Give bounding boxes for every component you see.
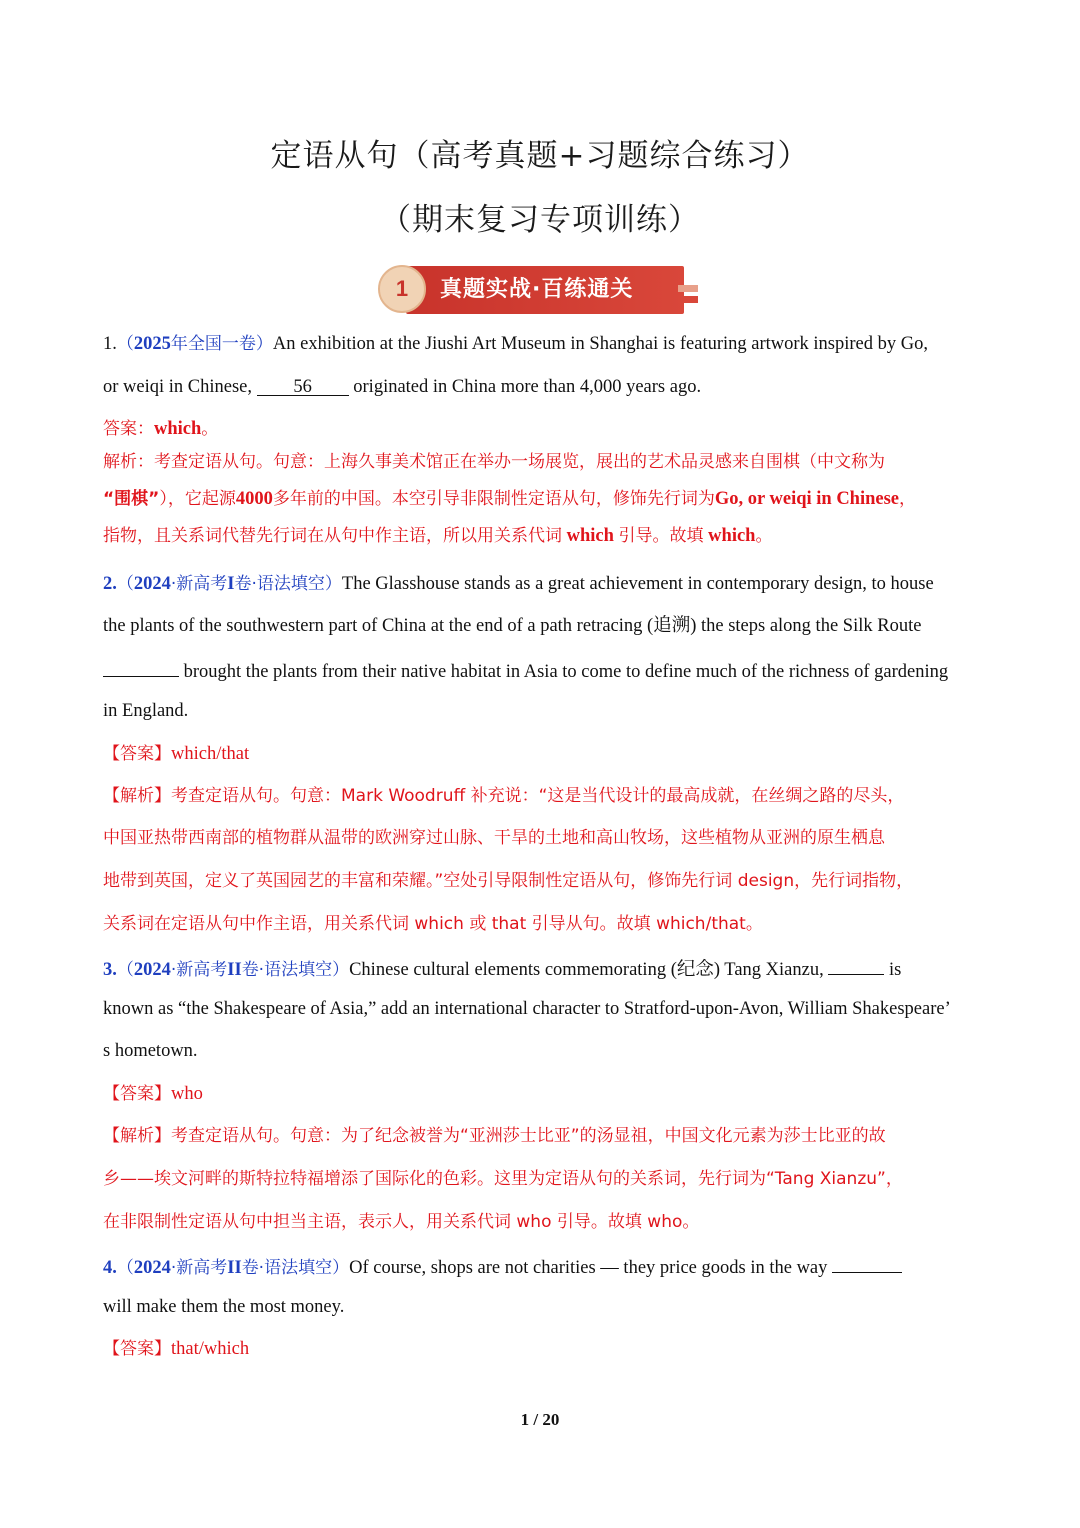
question-2-blank[interactable] — [103, 655, 179, 677]
page-number: 1 / 20 — [520, 1410, 560, 1429]
page-title: 定语从句（高考真题+习题综合练习） — [270, 138, 810, 174]
question-1-answer: 答案：which。 — [103, 419, 219, 439]
question-1-explanation-1: 解析：考查定语从句。句意：上海久事美术馆正在举办一场展览，展出的艺术品灵感来自围棋（中文称为 — [103, 452, 885, 472]
banner-number: 1 — [378, 265, 426, 313]
question-3-explanation-1: 【解析】考查定语从句。句意：为了纪念被誉为“亚洲莎士比亚”的汤显祖，中国文化元素为莎士比亚的故 — [103, 1126, 886, 1146]
question-1-blank[interactable]: 56 — [257, 374, 349, 396]
section-banner — [378, 263, 698, 319]
question-2-line-3: brought the plants from their native habitat in Asia to come to define much of the richness of gardening — [103, 655, 988, 685]
banner-tab-icon — [678, 296, 698, 303]
question-1-explanation-3: 指物，且关系词代替先行词在从句中作主语，所以用关系代词 which 引导。故填 which。 — [103, 526, 773, 546]
question-1-line-1: 1.（2025年全国一卷）An exhibition at the Jiushi Art Museum in Shanghai is featuring artwork inspired by Go, — [103, 334, 928, 354]
question-3-line-2: known as “the Shakespeare of Asia,” add an international character to Stratford-upon-Avon, William Shakespeare’ — [103, 999, 951, 1019]
question-2-line-4: in England. — [103, 701, 189, 721]
question-3-blank[interactable] — [828, 953, 884, 975]
question-4-line-1: 4.（2024·新高考II卷·语法填空）Of course, shops are not charities — they price goods in the way — [103, 1251, 988, 1281]
question-1-explanation-2: “围棋”），它起源4000多年前的中国。本空引导非限制性定语从句，修饰先行词为Go, or weiqi in Chinese， — [103, 489, 917, 509]
question-3-explanation-2: 乡——埃文河畔的斯特拉特福增添了国际化的色彩。这里为定语从句的关系词，先行词为“Tang Xianzu”， — [103, 1169, 903, 1189]
page-subtitle: （期末复习专项训练） — [380, 202, 700, 238]
question-2-explanation-4: 关系词在定语从句中作主语，用关系代词 which 或 that 引导从句。故填 which/that。 — [103, 914, 763, 934]
question-2-line-2: the plants of the southwestern part of China at the end of a path retracing (追溯) the steps along the Silk Route — [103, 616, 922, 636]
banner-text: 真题实战·百练通关 — [440, 277, 634, 302]
question-2-explanation-1: 【解析】考查定语从句。句意：Mark Woodruff 补充说：“这是当代设计的最高成就，在丝绸之路的尽头， — [103, 786, 905, 806]
question-3-line-3: s hometown. — [103, 1041, 198, 1061]
question-4-line-2: will make them the most money. — [103, 1297, 345, 1317]
question-3-explanation-3: 在非限制性定语从句中担当主语，表示人，用关系代词 who 引导。故填 who。 — [103, 1212, 700, 1232]
question-1-source-year: 2025 — [133, 334, 171, 354]
banner-tab-icon — [678, 285, 698, 292]
question-3-line-1: 3.（2024·新高考II卷·语法填空）Chinese cultural elements commemorating (纪念) Tang Xianzu, is — [103, 953, 988, 983]
question-2-explanation-2: 中国亚热带西南部的植物群从温带的欧洲穿过山脉、干旱的土地和高山牧场，这些植物从亚洲的原生栖息 — [103, 828, 885, 848]
question-2-line-1: 2.（2024·新高考I卷·语法填空）The Glasshouse stands as a great achievement in contemporary design, to house — [103, 574, 934, 594]
question-4-blank[interactable] — [832, 1251, 902, 1273]
question-2-explanation-3: 地带到英国，定义了英国园艺的丰富和荣耀。”空处引导限制性定语从句，修饰先行词 design，先行词指物， — [103, 871, 914, 891]
question-3-answer: 【答案】who — [103, 1084, 203, 1104]
question-1-line-2: or weiqi in Chinese, 56 originated in China more than 4,000 years ago. — [103, 374, 988, 400]
question-4-answer: 【答案】that/which — [103, 1339, 250, 1359]
question-2-answer: 【答案】which/that — [103, 744, 250, 764]
